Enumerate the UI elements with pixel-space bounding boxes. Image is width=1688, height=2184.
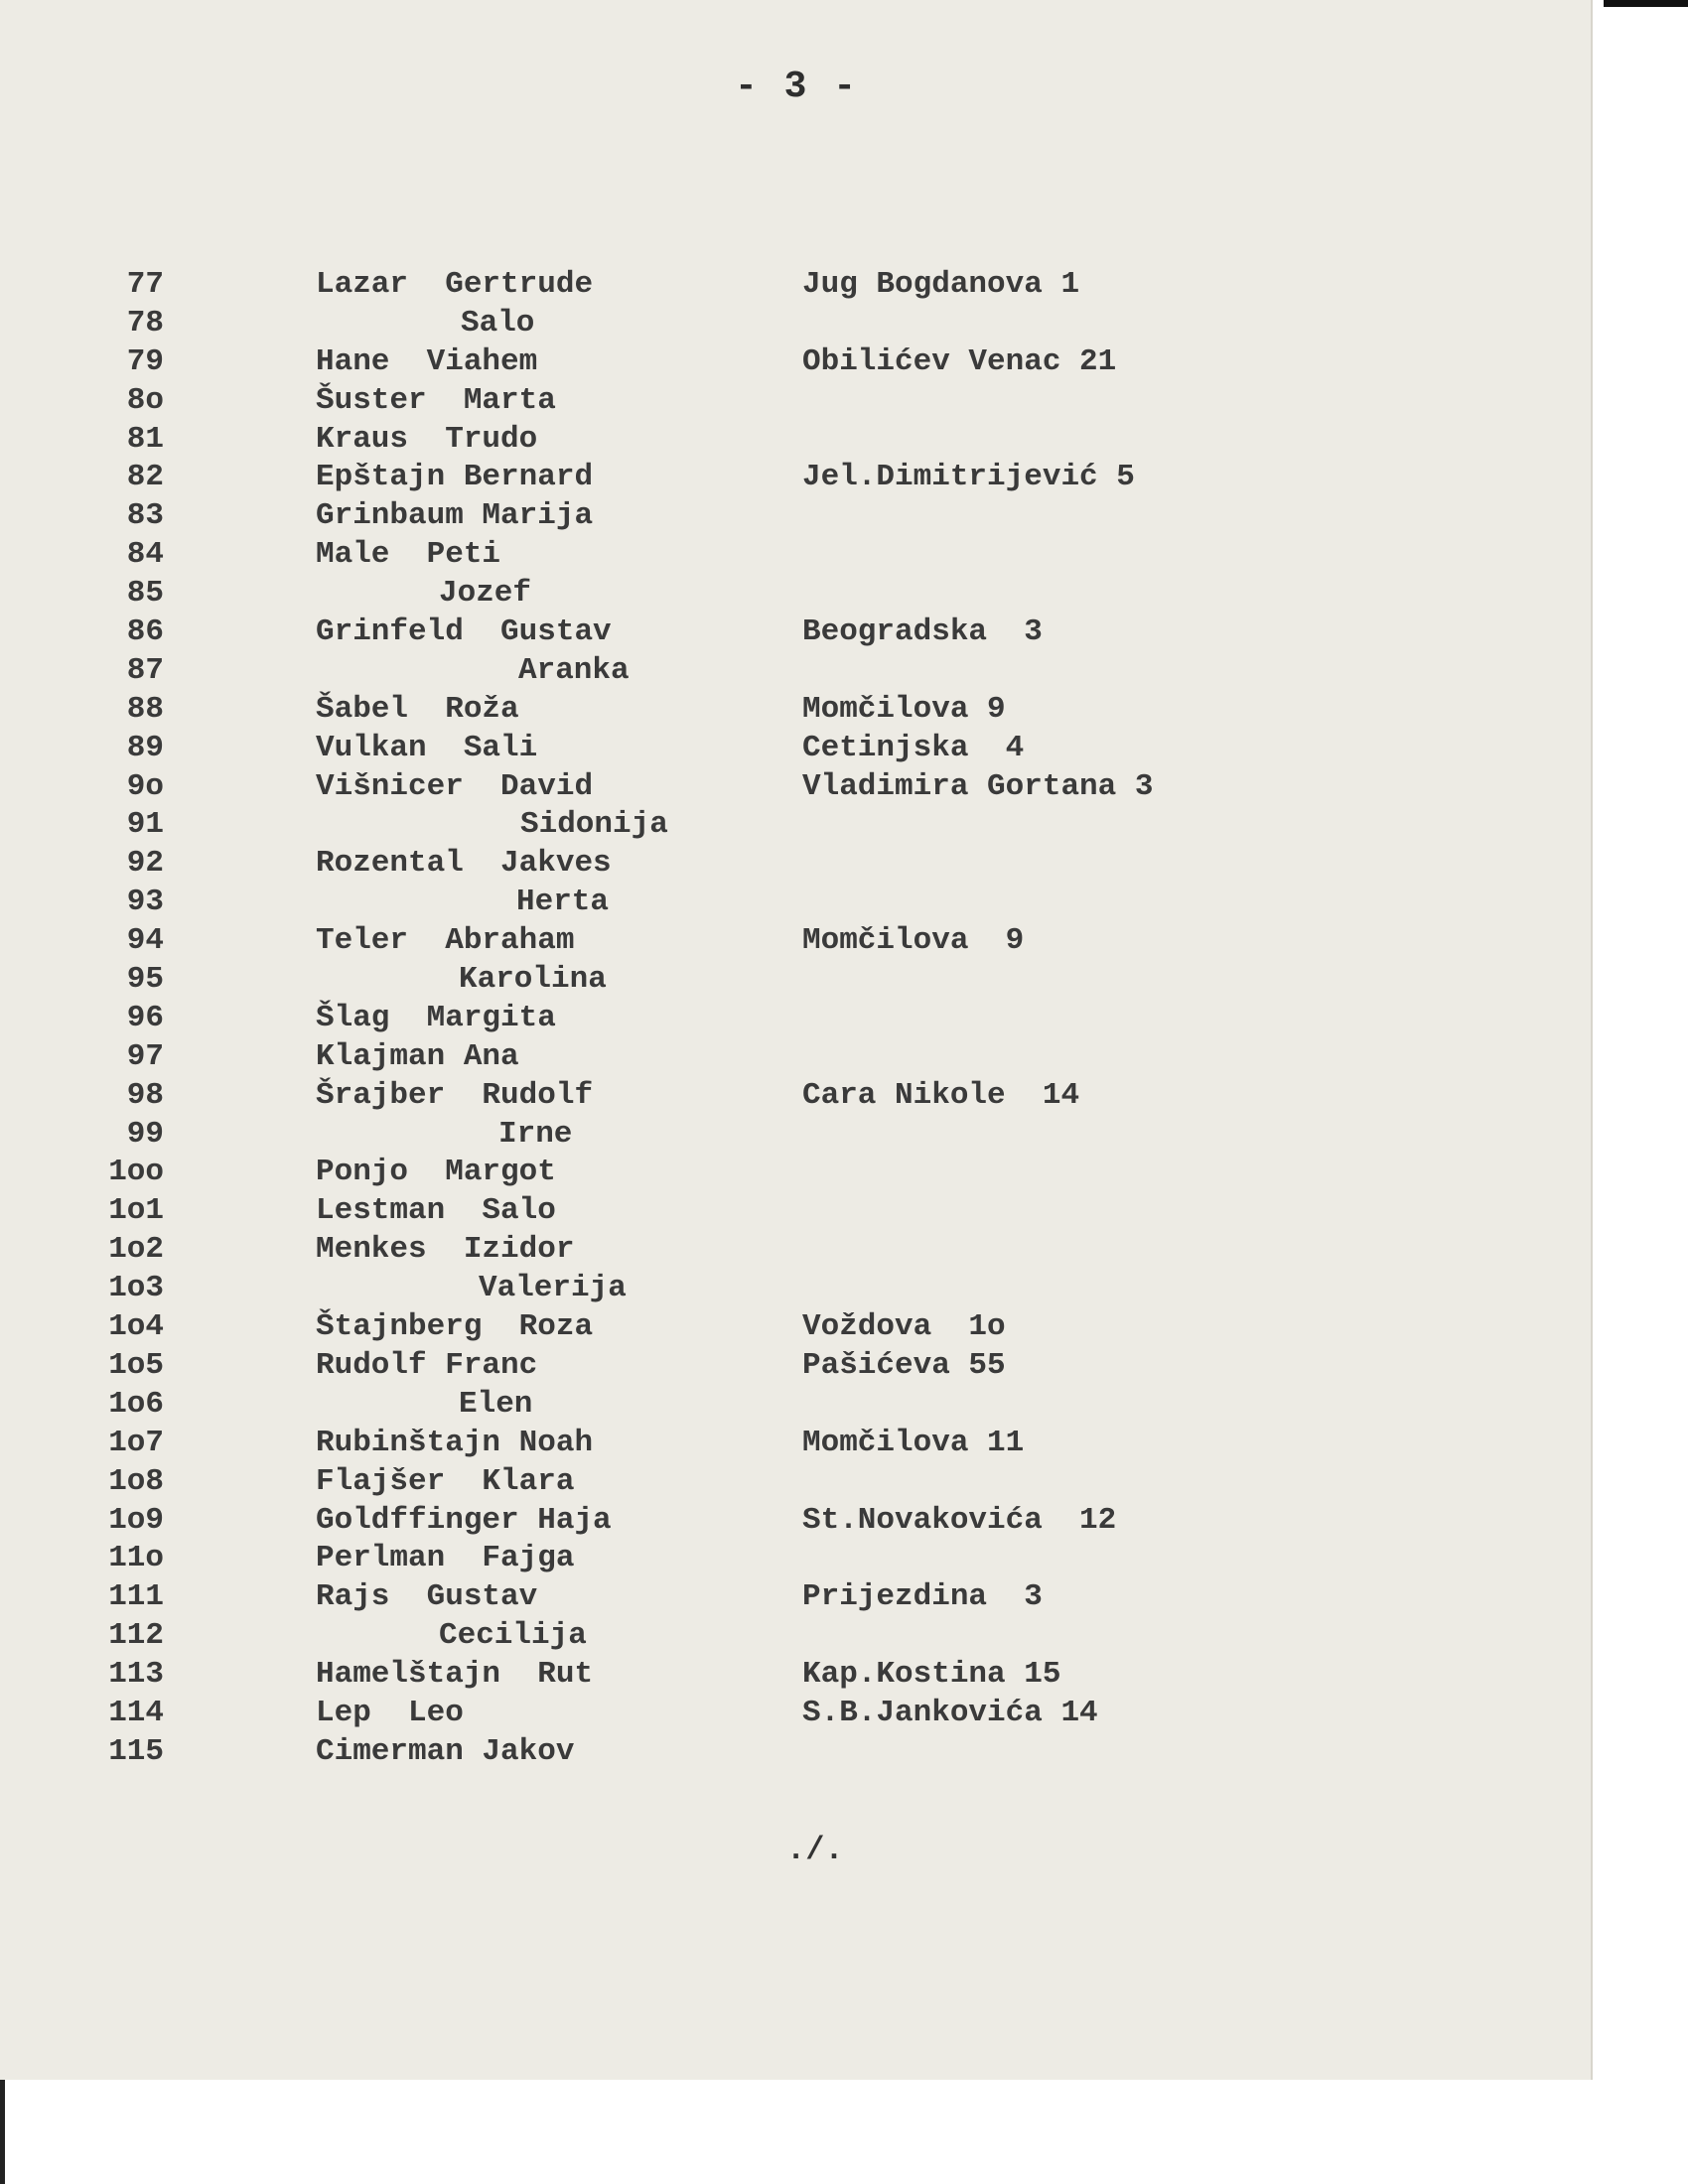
entry-name: Valerija [479,1271,627,1306]
list-item [0,922,1591,961]
entry-name: Jozef [439,576,532,612]
entry-number: 8o [126,382,164,418]
list-item [0,1695,1591,1733]
entry-name: Grinbaum Marija [316,498,594,534]
entry-number: 96 [126,1000,164,1035]
entry-number: 84 [126,537,164,573]
continuation-mark: ./. [786,1832,844,1868]
list-item [0,1463,1591,1502]
scan-edge-mark [0,2080,5,2184]
name-list [0,266,1591,1772]
entry-name: Sidonija [520,807,668,843]
entry-address: Kap.Kostina 15 [802,1657,1061,1693]
list-item [0,806,1591,845]
list-item [0,1038,1591,1077]
entry-name: Epštajn Bernard [316,460,594,495]
list-item [0,730,1591,768]
entry-number: 95 [126,962,164,998]
entry-name: Rozental Jakves [316,846,612,882]
entry-name: Kraus Trudo [316,421,538,457]
entry-number: 98 [126,1077,164,1113]
entry-number: 1o2 [108,1232,164,1268]
entry-name: Male Peti [316,537,501,573]
entry-name: Ponjo Margot [316,1155,556,1190]
list-item [0,1540,1591,1578]
entry-address: Jel.Dimitrijević 5 [802,460,1135,495]
entry-number: 114 [108,1695,164,1730]
list-item [0,1347,1591,1386]
entry-address: Momčilova 9 [802,923,1025,959]
list-item [0,961,1591,1000]
entry-number: 91 [126,807,164,843]
entry-number: 115 [108,1733,164,1769]
entry-number: 111 [108,1579,164,1615]
entry-address: St.Novakovića 12 [802,1502,1117,1538]
entry-number: 77 [126,267,164,302]
list-item [0,1192,1591,1231]
entry-number: 1oo [108,1155,164,1190]
entry-name: Hane Viahem [316,343,538,379]
entry-number: 94 [126,923,164,959]
list-item [0,1617,1591,1656]
entry-number: 1o7 [108,1425,164,1460]
list-item [0,575,1591,614]
entry-name: Cecilija [439,1618,587,1654]
list-item [0,1000,1591,1038]
entry-number: 1o5 [108,1347,164,1383]
entry-address: Obilićev Venac 21 [802,343,1117,379]
list-item [0,1231,1591,1270]
list-item [0,614,1591,652]
entry-address: Voždova 1o [802,1309,1006,1345]
entry-number: 1o9 [108,1502,164,1538]
entry-name: Klajman Ana [316,1038,519,1074]
entry-number: 1o4 [108,1309,164,1345]
list-item [0,1308,1591,1347]
entry-name: Elen [459,1386,533,1422]
list-item [0,1656,1591,1695]
entry-number: 81 [126,421,164,457]
entry-name: Perlman Fajga [316,1541,575,1576]
entry-name: Šrajber Rudolf [316,1077,594,1113]
entry-address: Beogradska 3 [802,614,1043,650]
list-item [0,536,1591,575]
entry-number: 79 [126,343,164,379]
list-item [0,497,1591,536]
entry-address: Momčilova 11 [802,1425,1025,1460]
list-item [0,266,1591,305]
entry-number: 82 [126,460,164,495]
list-item [0,1733,1591,1772]
entry-name: Lazar Gertrude [316,267,594,302]
entry-name: Vulkan Sali [316,730,538,765]
entry-address: S.B.Jankovića 14 [802,1695,1098,1730]
scan-edge-bar [1604,0,1688,7]
entry-number: 9o [126,768,164,804]
entry-number: 11o [108,1541,164,1576]
entry-name: Rubinštajn Noah [316,1425,594,1460]
entry-name: Višnicer David [316,768,594,804]
entry-name: Rudolf Franc [316,1347,538,1383]
list-item [0,1425,1591,1463]
list-item [0,382,1591,421]
entry-name: Aranka [518,652,630,688]
entry-name: Goldffinger Haja [316,1502,612,1538]
entry-number: 1o8 [108,1463,164,1499]
entry-name: Rajs Gustav [316,1579,538,1615]
entry-name: Šabel Roža [316,691,519,727]
entry-number: 78 [126,305,164,341]
entry-name: Hamelštajn Rut [316,1657,594,1693]
list-item [0,884,1591,922]
list-item [0,845,1591,884]
entry-number: 99 [126,1116,164,1152]
list-item [0,691,1591,730]
entry-name: Šlag Margita [316,1000,556,1035]
page-number: - 3 - [735,66,859,108]
list-item [0,1502,1591,1541]
list-item [0,1578,1591,1617]
entry-number: 112 [108,1618,164,1654]
list-item [0,305,1591,343]
entry-address: Cara Nikole 14 [802,1077,1080,1113]
entry-number: 86 [126,614,164,650]
entry-address: Vladimira Gortana 3 [802,768,1154,804]
list-item [0,421,1591,460]
entry-number: 87 [126,652,164,688]
entry-name: Štajnberg Roza [316,1309,594,1345]
entry-address: Jug Bogdanova 1 [802,267,1080,302]
entry-number: 1o1 [108,1193,164,1229]
entry-name: Šuster Marta [316,382,556,418]
entry-name: Flajšer Klara [316,1463,575,1499]
list-item [0,1270,1591,1308]
entry-number: 113 [108,1657,164,1693]
entry-number: 88 [126,691,164,727]
entry-number: 92 [126,846,164,882]
list-item [0,343,1591,382]
list-item [0,459,1591,497]
list-item [0,1116,1591,1155]
list-item [0,652,1591,691]
entry-name: Lep Leo [316,1695,464,1730]
entry-number: 85 [126,576,164,612]
entry-name: Karolina [459,962,607,998]
list-item [0,1154,1591,1192]
entry-address: Pašićeva 55 [802,1347,1006,1383]
entry-name: Teler Abraham [316,923,575,959]
entry-name: Salo [461,305,535,341]
entry-number: 83 [126,498,164,534]
entry-name: Lestman Salo [316,1193,556,1229]
entry-name: Menkes Izidor [316,1232,575,1268]
entry-address: Momčilova 9 [802,691,1006,727]
entry-name: Irne [498,1116,573,1152]
entry-number: 93 [126,885,164,920]
entry-name: Herta [516,885,610,920]
list-item [0,1077,1591,1116]
list-item [0,768,1591,807]
list-item [0,1386,1591,1425]
entry-number: 1o6 [108,1386,164,1422]
entry-name: Grinfeld Gustav [316,614,612,650]
entry-name: Cimerman Jakov [316,1733,575,1769]
entry-number: 97 [126,1038,164,1074]
entry-number: 89 [126,730,164,765]
entry-address: Prijezdina 3 [802,1579,1043,1615]
entry-address: Cetinjska 4 [802,730,1025,765]
entry-number: 1o3 [108,1271,164,1306]
